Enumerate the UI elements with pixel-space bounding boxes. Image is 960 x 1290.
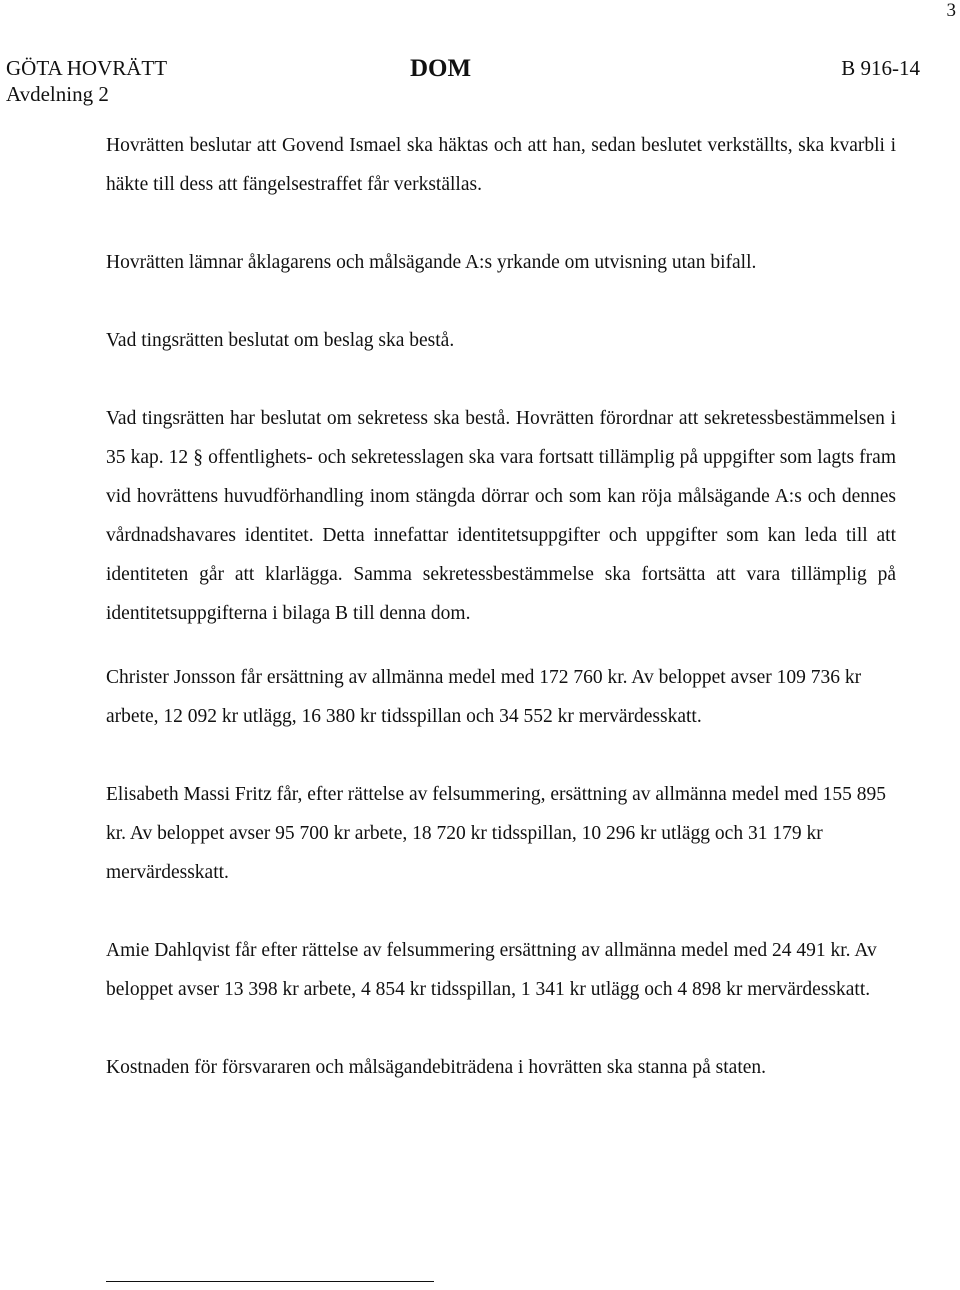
footer-rule [106,1281,434,1282]
document-body [106,126,896,1087]
paragraph-seizure: Vad tingsrätten beslutat om beslag ska bestå. [106,330,455,351]
court-division: Avdelning 2 [6,82,109,106]
paragraph-expulsion: Hovrätten lämnar åklagarens och målsägande A:s yrkande om utvisning utan bifall. [106,252,757,273]
paragraph-secrecy: Vad tingsrätten har beslutat om sekretess ska bestå. Hovrätten förordnar att sekretessbestämmelsen i 35 kap. 12 § offentlighets- och sekretesslagen ska vara fortsatt tillämplig på uppgifter som lagts fram vid hovrättens huvudförhandling inom stängda dörrar och som kan röja målsägande A:s och dennes vårdnadshavares identitet. Detta innefattar identitetsuppgifter och uppgifter som kan leda till att identiteten går att klarlägga. Samma sekretessbestämmelse ska fortsätta att vara tillämplig på identitetsuppgifterna i bilaga B till denna dom. [106,408,896,624]
document-type: DOM [410,55,472,82]
document-header [6,56,926,112]
paragraph-costs: Kostnaden för försvararen och målsägandebiträdena i hovrätten ska stanna på staten. [106,1057,767,1078]
paragraph-detention: Hovrätten beslutar att Govend Ismael ska häktas och att han, sedan beslutet verkställts, ska kvarbli i häkte till dess att fängelsestraffet får verkställas. [106,135,896,195]
case-number: B 916-14 [841,56,920,80]
paragraph-compensation-jonsson: Christer Jonsson får ersättning av allmänna medel med 172 760 kr. Av beloppet avser 109 736 kr arbete, 12 092 kr utlägg, 16 380 kr tidsspillan och 34 552 kr mervärdesskatt. [106,667,862,727]
court-name: GÖTA HOVRÄTT [6,56,168,80]
paragraph-compensation-dahlqvist: Amie Dahlqvist får efter rättelse av felsummering ersättning av allmänna medel med 24 491 kr. Av beloppet avser 13 398 kr arbete, 4 854 kr tidsspillan, 1 341 kr utlägg och 4 898 kr mervärdesskatt. [106,940,877,1000]
paragraph-compensation-fritz: Elisabeth Massi Fritz får, efter rättelse av felsummering, ersättning av allmänna medel med 155 895 kr. Av beloppet avser 95 700 kr arbete, 18 720 kr tidsspillan, 10 296 kr utlägg och 31 179 kr mervärdesskatt. [106,784,887,883]
page-number: 3 [946,0,956,21]
